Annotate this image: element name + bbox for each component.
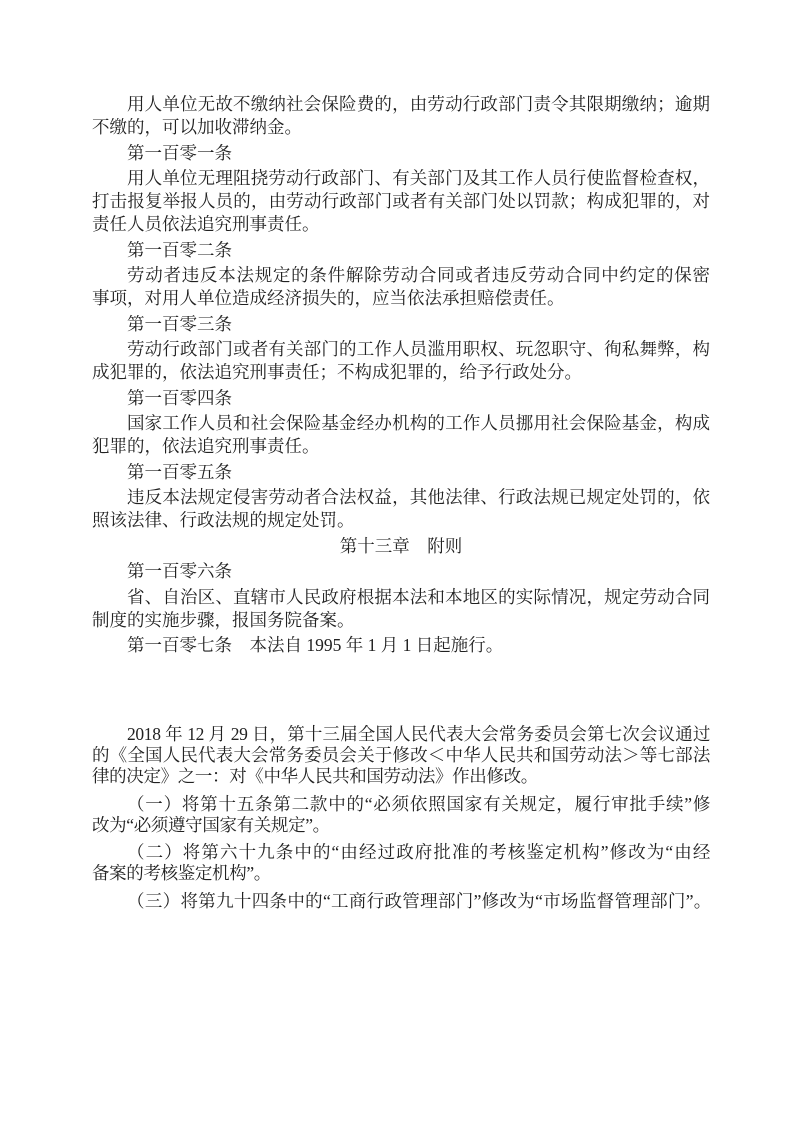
text-line: 省、自治区、直辖市人民政府根据本法和本地区的实际情况，规定劳动合同 — [127, 586, 710, 607]
text-line: 的《全国人民代表大会常务委员会关于修改＜中华人民共和国劳动法＞等七部法 — [92, 745, 710, 765]
article-106-heading — [92, 560, 710, 583]
article-107-paragraph — [92, 634, 710, 657]
text-line: 用人单位无故不缴纳社会保险费的，由劳动行政部门责令其限期缴纳；逾期 — [127, 94, 710, 114]
article-number: 第一百零四条 — [127, 387, 232, 408]
text-line: 照该法律、行政法规的规定处罚。 — [92, 510, 355, 530]
text-line: 违反本法规定侵害劳动者合法权益，其他法律、行政法规已规定处罚的，依 — [127, 487, 710, 507]
text-line: 用人单位无理阻挠劳动行政部门、有关部门及其工作人员行使监督检查权， — [127, 168, 710, 188]
text-line: 劳动行政部门或者有关部门的工作人员滥用职权、玩忽职守、徇私舞弊，构 — [127, 339, 710, 359]
text-line: 责任人员依法追究刑事责任。 — [92, 214, 320, 234]
article-101-heading — [92, 142, 710, 165]
amendment-item-3 — [92, 891, 710, 912]
chapter-13-heading — [92, 535, 710, 558]
text-line: 犯罪的，依法追究刑事责任。 — [92, 436, 320, 456]
article-number: 第一百零二条 — [127, 239, 232, 260]
article-102-heading — [92, 239, 710, 262]
text-line: （三）将第九十四条中的“工商行政管理部门”修改为“市场监督管理部门”。 — [127, 890, 710, 911]
article-101-paragraph — [92, 167, 710, 236]
article-104-heading — [92, 387, 710, 410]
text-line: 国家工作人员和社会保险基金经办机构的工作人员挪用社会保险基金，构成 — [127, 413, 710, 433]
text-line: 事项，对用人单位造成经济损失的，应当依法承担赔偿责任。 — [92, 288, 565, 308]
article-103-paragraph — [92, 338, 710, 384]
article-105-paragraph — [92, 486, 710, 532]
text-line: 改为“必须遵守国家有关规定”。 — [92, 814, 330, 835]
text-line: 不缴的，可以加收滞纳金。 — [92, 117, 302, 137]
text-line: 第一百零七条 本法自 1995 年 1 月 1 日起施行。 — [127, 635, 504, 655]
article-number: 第一百零一条 — [127, 142, 232, 163]
article-106-paragraph — [92, 586, 710, 632]
article-104-paragraph — [92, 412, 710, 458]
article-105-heading — [92, 461, 710, 484]
text-line: 成犯罪的，依法追究刑事责任；不构成犯罪的，给予行政处分。 — [92, 362, 582, 382]
text-line: （一）将第十五条第二款中的“必须依照国家有关规定，履行审批手续”修 — [127, 793, 710, 814]
amendment-note-section — [92, 724, 710, 918]
text-line: 劳动者违反本法规定的条件解除劳动合同或者违反劳动合同中约定的保密 — [127, 265, 710, 285]
text-line: 2018 年 12 月 29 日，第十三届全国人民代表大会常务委员会第七次会议通过 — [127, 724, 710, 744]
text-line: 制度的实施步骤，报国务院备案。 — [92, 609, 355, 630]
article-103-heading — [92, 313, 710, 336]
text-line: 备案的考核鉴定机构”。 — [92, 863, 271, 883]
article-100-tail-paragraph — [92, 93, 710, 139]
law-text-section — [92, 93, 710, 660]
amendment-item-2 — [92, 842, 710, 884]
amendment-intro-paragraph — [92, 724, 710, 787]
amendment-item-1 — [92, 794, 710, 836]
article-102-paragraph — [92, 264, 710, 310]
article-number: 第一百零五条 — [127, 461, 232, 482]
article-number: 第一百零六条 — [127, 561, 232, 581]
text-line: 律的决定》之一：对《中华人民共和国劳动法》作出修改。 — [92, 766, 538, 786]
article-number: 第一百零三条 — [127, 313, 232, 334]
text-line: （二）将第六十九条中的“由经过政府批准的考核鉴定机构”修改为“由经 — [127, 842, 711, 862]
text-line: 打击报复举报人员的，由劳动行政部门或者有关部门处以罚款；构成犯罪的，对 — [92, 191, 710, 211]
chapter-title: 第十三章 附则 — [339, 535, 463, 556]
